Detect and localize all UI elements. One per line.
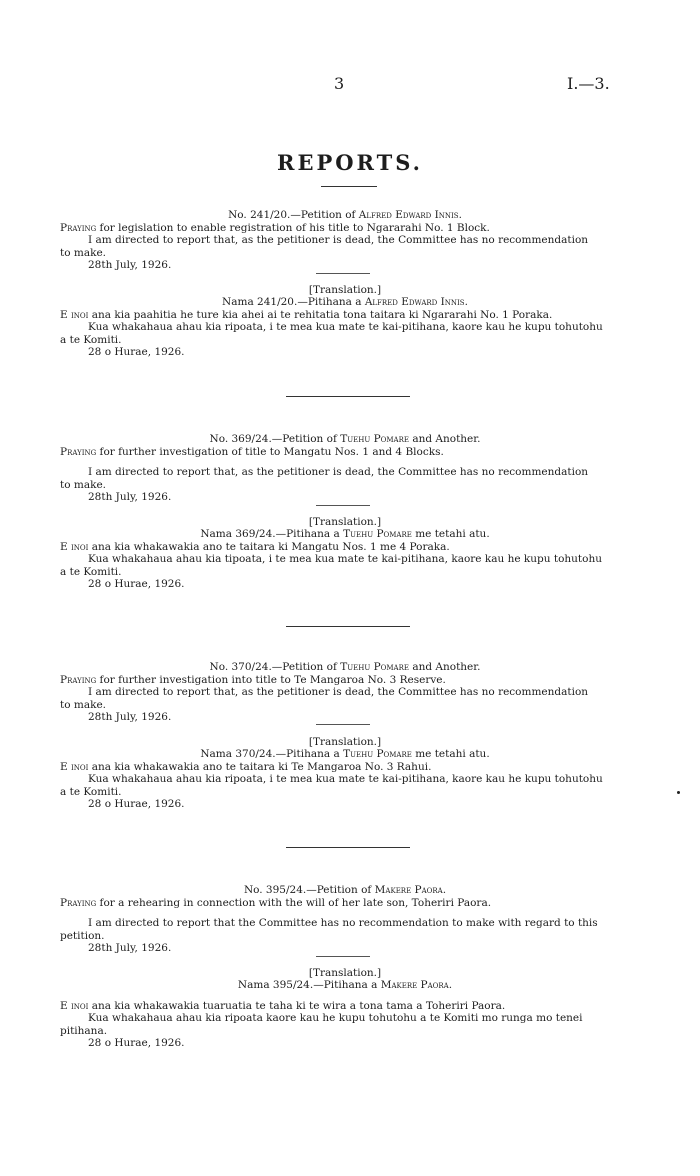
- report-text: I am directed to report that, as the petitioner is dead, the Committee has no recommendation: [88, 466, 589, 478]
- nama-name: Tuehu Pomare: [343, 748, 412, 760]
- maori-date: 28 o Hurae, 1926.: [88, 346, 185, 358]
- inoi-line: [60, 309, 630, 322]
- nama-name: Alfred Edward Innis.: [364, 296, 468, 308]
- praying-line: [60, 897, 630, 910]
- document-reference: I.—3.: [567, 74, 610, 93]
- praying-text: for further investigation of title to Mangatu Nos. 1 and 4 Blocks.: [96, 445, 444, 458]
- petition-section: [60, 209, 630, 359]
- maori-date: 28 o Hurae, 1926.: [88, 798, 185, 810]
- petition-heading: [60, 884, 630, 897]
- petitioner-name: Alfred Edward Innis.: [358, 209, 462, 221]
- page-title: REPORTS.: [277, 150, 423, 175]
- translation-label: [Translation.]: [308, 283, 382, 296]
- nama-name: Makere Paora.: [380, 979, 453, 991]
- section-separator: [286, 626, 410, 627]
- petition-number: No. 370/24.—Petition of: [209, 661, 341, 673]
- section-separator: [286, 396, 410, 397]
- praying-lead: Praying: [60, 896, 97, 909]
- petition-section: [60, 884, 630, 1050]
- report-text: I am directed to report that, as the petitioner is dead, the Committee has no recommendation: [88, 234, 589, 246]
- translation-heading: [60, 296, 630, 309]
- reply-text: Kua whakahaua ahau kia ripoata, i te mea kua mate te kai-pitihana, kaore kau he kupu tohutohu: [88, 773, 603, 785]
- maori-date: 28 o Hurae, 1926.: [88, 1037, 185, 1049]
- petition-number: No. 241/20.—Petition of: [228, 209, 359, 221]
- petition-heading: [60, 209, 630, 222]
- reply-text: Kua whakahaua ahau kia tipoata, i te mea kua mate te kai-pitihana, kaore kau he kupu tohutohu: [88, 553, 602, 565]
- report-date: 28th July, 1926.: [88, 942, 172, 954]
- translation-label: [Translation.]: [308, 735, 382, 748]
- inoi-line: [60, 1000, 630, 1013]
- inoi-text: ana kia paahitia he ture kia ahei ai te rehitatia tona taitara ki Ngararahi No. 1 Poraka.: [88, 308, 553, 321]
- inoi-line: [60, 761, 630, 774]
- petition-number: No. 369/24.—Petition of: [209, 433, 341, 445]
- report-text-continued: to make.: [60, 698, 107, 711]
- date-dash: [316, 505, 370, 506]
- praying-lead: Praying: [60, 445, 97, 458]
- inoi-text: ana kia whakawakia ano te taitara ki Te Mangaroa No. 3 Rahui.: [88, 760, 432, 773]
- petition-heading: [60, 661, 630, 674]
- inoi-lead: E inoi: [60, 760, 89, 773]
- inoi-lead: E inoi: [60, 999, 89, 1012]
- report-text-continued: to make.: [60, 478, 107, 491]
- reply-text-continued: a te Komiti.: [60, 565, 122, 578]
- inoi-text: ana kia whakawakia tuaruatia te taha ki te wira a tona tama a Toheriri Paora.: [88, 999, 506, 1012]
- praying-text: for further investigation into title to Te Mangaroa No. 3 Reserve.: [96, 673, 446, 686]
- petition-section: [60, 661, 630, 811]
- title-underline: [321, 186, 377, 187]
- praying-lead: Praying: [60, 673, 97, 686]
- maori-date: 28 o Hurae, 1926.: [88, 578, 185, 590]
- section-separator: [286, 847, 410, 848]
- reply-text: Kua whakahaua ahau kia ripoata, i te mea kua mate te kai-pitihana, kaore kau he kupu tohutohu: [88, 321, 603, 333]
- nama-name: Tuehu Pomare: [343, 528, 412, 540]
- report-text: I am directed to report that the Committee has no recommendation to make with regard to this: [88, 917, 598, 929]
- translation-label: [Translation.]: [308, 966, 382, 979]
- praying-line: [60, 446, 630, 459]
- reply-text: Kua whakahaua ahau kia ripoata kaore kau he kupu tohutohu a te Komiti mo runga mo tenei: [88, 1012, 583, 1024]
- petition-heading: [60, 433, 630, 446]
- date-dash: [316, 724, 370, 725]
- petitioner-name: Tuehu Pomare: [340, 661, 409, 673]
- petition-section: [60, 433, 630, 591]
- nama-number: Nama 241/20.—Pitihana a: [222, 296, 365, 308]
- inoi-text: ana kia whakawakia ano te taitara ki Mangatu Nos. 1 me 4 Poraka.: [88, 540, 450, 553]
- petition-number: No. 395/24.—Petition of: [243, 884, 375, 896]
- reply-text-continued: a te Komiti.: [60, 785, 122, 798]
- translation-heading: [60, 979, 630, 992]
- date-dash: [316, 273, 370, 274]
- nama-suffix: me tetahi atu.: [411, 748, 490, 760]
- translation-label: [Translation.]: [308, 515, 382, 528]
- report-text: I am directed to report that, as the petitioner is dead, the Committee has no recommendation: [88, 686, 589, 698]
- petitioner-name: Tuehu Pomare: [340, 433, 409, 445]
- report-date: 28th July, 1926.: [88, 259, 172, 271]
- report-date: 28th July, 1926.: [88, 491, 172, 503]
- inoi-line: [60, 541, 630, 554]
- date-dash: [316, 956, 370, 957]
- reply-text-continued: a te Komiti.: [60, 333, 122, 346]
- reply-text-continued: pitihana.: [60, 1024, 108, 1037]
- praying-line: [60, 674, 630, 687]
- praying-text: for legislation to enable registration of his title to Ngararahi No. 1 Block.: [96, 221, 490, 234]
- inoi-lead: E inoi: [60, 308, 89, 321]
- petitioner-suffix: and Another.: [408, 433, 481, 445]
- nama-number: Nama 369/24.—Pitihana a: [200, 528, 344, 540]
- report-text-continued: to make.: [60, 246, 107, 259]
- page-number: 3: [334, 74, 345, 93]
- translation-heading: [60, 748, 630, 761]
- nama-number: Nama 395/24.—Pitihana a: [237, 979, 381, 991]
- praying-lead: Praying: [60, 221, 97, 234]
- praying-text: for a rehearing in connection with the will of her late son, Toheriri Paora.: [96, 896, 492, 909]
- petitioner-name: Makere Paora.: [374, 884, 447, 896]
- report-text-continued: petition.: [60, 929, 105, 942]
- margin-mark: [677, 791, 680, 794]
- nama-number: Nama 370/24.—Pitihana a: [200, 748, 344, 760]
- praying-line: [60, 222, 630, 235]
- petitioner-suffix: and Another.: [408, 661, 481, 673]
- translation-heading: [60, 528, 630, 541]
- inoi-lead: E inoi: [60, 540, 89, 553]
- nama-suffix: me tetahi atu.: [411, 528, 490, 540]
- report-date: 28th July, 1926.: [88, 711, 172, 723]
